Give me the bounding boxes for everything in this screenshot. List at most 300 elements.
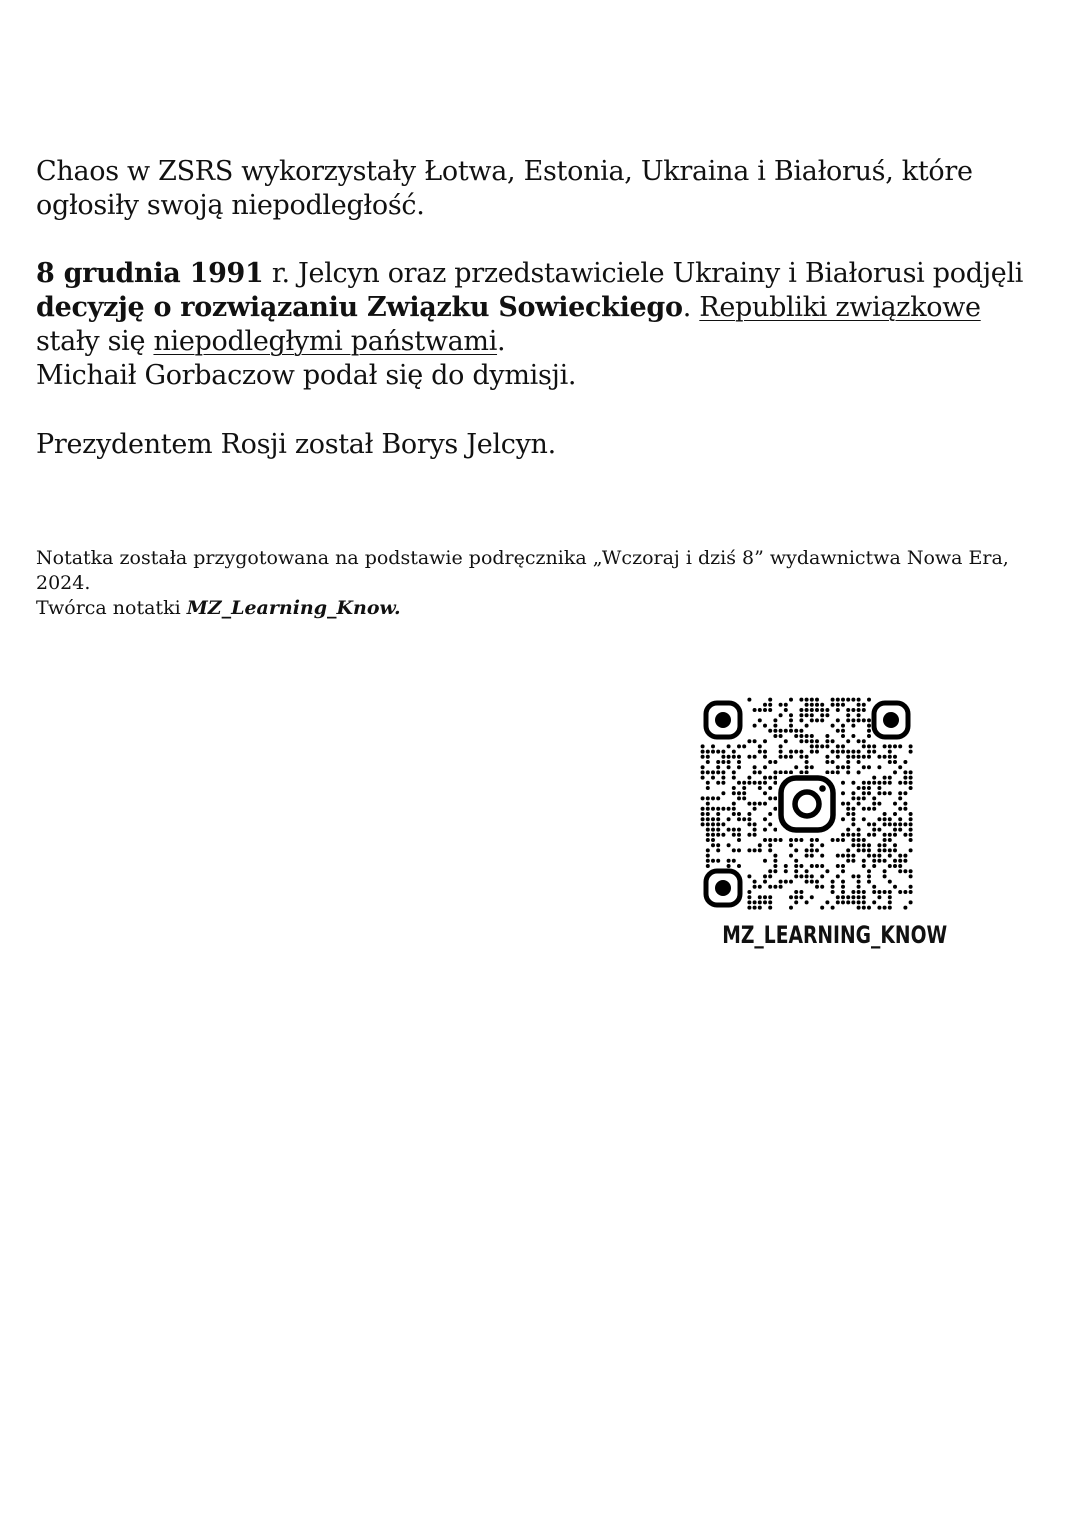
qr-dot: [732, 776, 736, 780]
qr-dot: [851, 807, 855, 811]
qr-dot: [909, 781, 913, 785]
qr-dot: [825, 760, 829, 764]
qr-dot: [872, 796, 876, 800]
qr-dot: [753, 724, 757, 728]
qr-dot: [716, 848, 720, 852]
qr-dot: [753, 885, 757, 889]
qr-dot: [909, 744, 913, 748]
qr-dot: [779, 729, 783, 733]
qr-dot: [836, 765, 840, 769]
qr-dot: [851, 755, 855, 759]
qr-dot: [893, 859, 897, 863]
qr-dot: [903, 890, 907, 894]
qr-dot: [732, 812, 736, 816]
qr-dot: [768, 812, 772, 816]
qr-dot: [810, 734, 814, 738]
qr-dot: [763, 781, 767, 785]
qr-dot: [815, 864, 819, 868]
qr-dot: [888, 854, 892, 858]
qr-dot: [883, 812, 887, 816]
qr-dot: [820, 703, 824, 707]
qr-dot: [747, 906, 751, 910]
states-underlined: niepodległymi państwami: [153, 326, 498, 357]
qr-dot: [753, 739, 757, 743]
qr-dot: [872, 750, 876, 754]
qr-dot: [825, 770, 829, 774]
text-segment: .: [497, 326, 506, 357]
qr-dot: [898, 744, 902, 748]
qr-dot: [711, 776, 715, 780]
qr-dot: [831, 703, 835, 707]
qr-dot: [742, 744, 746, 748]
qr-dot: [862, 859, 866, 863]
qr-dot: [841, 885, 845, 889]
qr-dot: [841, 864, 845, 868]
qr-dot: [799, 739, 803, 743]
qr-dot: [711, 796, 715, 800]
gorbachev-line: Michaił Gorbaczow podał się do dymisji.: [36, 360, 577, 391]
qr-dot: [836, 900, 840, 904]
qr-dot: [883, 833, 887, 837]
qr-dot: [701, 770, 705, 774]
qr-dot: [742, 817, 746, 821]
qr-dot: [805, 848, 809, 852]
qr-dot: [732, 802, 736, 806]
qr-dot: [867, 786, 871, 790]
text-segment: stały się: [36, 326, 154, 357]
qr-dot: [789, 895, 793, 899]
qr-dot: [768, 729, 772, 733]
qr-dot: [753, 770, 757, 774]
qr-dot: [773, 718, 777, 722]
qr-dot: [773, 859, 777, 863]
qr-dot: [898, 781, 902, 785]
qr-dot: [872, 828, 876, 832]
qr-dot: [768, 906, 772, 910]
qr-dot: [877, 828, 881, 832]
qr-dot: [851, 817, 855, 821]
qr-dot: [737, 791, 741, 795]
qr-dot: [857, 833, 861, 837]
qr-dot: [815, 703, 819, 707]
qr-dot: [841, 802, 845, 806]
qr-dot: [763, 880, 767, 884]
qr-dot: [909, 900, 913, 904]
qr-dot: [716, 760, 720, 764]
qr-dot: [779, 770, 783, 774]
qr-dot: [872, 885, 876, 889]
qr-dot: [888, 791, 892, 795]
qr-dot: [789, 724, 793, 728]
qr-dot: [805, 734, 809, 738]
qr-dot: [851, 781, 855, 785]
qr-dot: [867, 880, 871, 884]
qr-dot: [831, 838, 835, 842]
qr-dot: [753, 802, 757, 806]
qr-dot: [779, 750, 783, 754]
qr-dot: [773, 776, 777, 780]
qr-dot: [862, 739, 866, 743]
qr-dot: [758, 895, 762, 899]
qr-dot: [763, 828, 767, 832]
qr-dot: [893, 833, 897, 837]
qr-dot: [846, 739, 850, 743]
qr-dot: [789, 906, 793, 910]
qr-dot: [784, 770, 788, 774]
qr-dot: [810, 874, 814, 878]
qr-dot: [768, 698, 772, 702]
qr-dot: [836, 755, 840, 759]
qr-dot: [805, 698, 809, 702]
paragraph-chaos: Chaos w ZSRS wykorzystały Łotwa, Estonia, Ukraina i Białoruś, które ogłosiły swoją niepodległość.: [36, 156, 973, 221]
qr-dot: [763, 703, 767, 707]
qr-dot: [851, 708, 855, 712]
qr-dot: [909, 890, 913, 894]
qr-dot: [877, 890, 881, 894]
qr-dot: [747, 812, 751, 816]
qr-dot: [825, 900, 829, 904]
qr-dot: [909, 776, 913, 780]
qr-dot: [805, 739, 809, 743]
qr-dot: [867, 781, 871, 785]
qr-dot: [773, 828, 777, 832]
qr-dot: [872, 854, 876, 858]
qr-dot: [779, 838, 783, 842]
qr-dot: [773, 729, 777, 733]
republics-underlined: Republiki związkowe: [699, 292, 981, 323]
qr-dot: [810, 703, 814, 707]
qr-dot: [773, 885, 777, 889]
qr-dot: [768, 708, 772, 712]
qr-dot: [789, 698, 793, 702]
qr-dot: [763, 900, 767, 904]
qr-dot: [820, 874, 824, 878]
qr-dot: [810, 744, 814, 748]
qr-dot: [721, 791, 725, 795]
qr-dot: [815, 750, 819, 754]
qr-dot: [836, 718, 840, 722]
qr-dot: [898, 765, 902, 769]
qr-dot: [893, 760, 897, 764]
qr-dot: [727, 755, 731, 759]
qr-dot: [742, 791, 746, 795]
qr-dot: [883, 890, 887, 894]
qr-dot: [883, 869, 887, 873]
qr-dot: [732, 807, 736, 811]
qr-dot: [851, 859, 855, 863]
qr-dot: [763, 755, 767, 759]
source-text: Notatka została przygotowana na podstawie podręcznika „Wczoraj i dziś 8” wydawnictwa Nowa Era, 2024.: [36, 547, 1009, 594]
qr-dot: [846, 833, 850, 837]
qr-dot: [846, 812, 850, 816]
qr-dot: [841, 765, 845, 769]
qr-dot: [846, 828, 850, 832]
qr-dot: [727, 765, 731, 769]
qr-dot: [794, 848, 798, 852]
qr-dot: [742, 781, 746, 785]
qr-dot: [857, 828, 861, 832]
qr-dot: [747, 848, 751, 852]
qr-dot: [841, 833, 845, 837]
qr-dot: [789, 770, 793, 774]
qr-dot: [872, 776, 876, 780]
qr-dot: [862, 906, 866, 910]
qr-dot: [877, 843, 881, 847]
qr-dot: [727, 828, 731, 832]
qr-dot: [716, 807, 720, 811]
qr-dot: [753, 822, 757, 826]
qr-dot: [857, 708, 861, 712]
qr-dot: [857, 906, 861, 910]
qr-dot: [831, 724, 835, 728]
qr-dot: [831, 885, 835, 889]
qr-dot: [862, 718, 866, 722]
qr-dot: [836, 874, 840, 878]
qr-dot: [794, 869, 798, 873]
qr-dot: [794, 859, 798, 863]
qr-username-label: MZ_LEARNING_KNOW: [722, 921, 948, 949]
qr-dot: [846, 770, 850, 774]
qr-dot: [857, 786, 861, 790]
qr-dot: [711, 770, 715, 774]
qr-dot: [846, 750, 850, 754]
qr-dot: [825, 713, 829, 717]
qr-dot: [706, 812, 710, 816]
qr-dot: [773, 724, 777, 728]
qr-dot: [706, 838, 710, 842]
qr-dot: [784, 755, 788, 759]
qr-dot: [737, 760, 741, 764]
qr-dot: [732, 770, 736, 774]
qr-dot: [799, 864, 803, 868]
qr-dot: [815, 718, 819, 722]
qr-dot: [820, 854, 824, 858]
qr-dot: [779, 713, 783, 717]
qr-dot: [883, 755, 887, 759]
qr-dot: [820, 708, 824, 712]
qr-dot: [888, 864, 892, 868]
decision-bold: decyzję o rozwiązaniu Związku Sowieckiego: [36, 292, 683, 323]
qr-dot: [737, 765, 741, 769]
qr-dot: [867, 822, 871, 826]
qr-dot: [810, 854, 814, 858]
qr-dot: [747, 833, 751, 837]
qr-dot: [815, 885, 819, 889]
qr-dot: [758, 900, 762, 904]
qr-dot: [841, 817, 845, 821]
qr-dot: [716, 828, 720, 832]
qr-dot: [857, 880, 861, 884]
qr-dot: [799, 874, 803, 878]
qr-dot: [872, 864, 876, 868]
qr-dot: [706, 807, 710, 811]
qr-dot: [768, 776, 772, 780]
qr-dot: [716, 833, 720, 837]
qr-dot: [888, 781, 892, 785]
qr-dot: [768, 843, 772, 847]
qr-dot: [851, 750, 855, 754]
qr-dot: [784, 864, 788, 868]
qr-dot: [799, 750, 803, 754]
qr-dot: [805, 703, 809, 707]
qr-dot: [753, 828, 757, 832]
qr-dot: [810, 864, 814, 868]
qr-dot: [773, 770, 777, 774]
qr-dot: [701, 807, 705, 811]
qr-dot: [747, 890, 751, 894]
qr-dot: [825, 744, 829, 748]
qr-dot: [903, 807, 907, 811]
qr-dot: [903, 859, 907, 863]
qr-dot: [701, 812, 705, 816]
qr-dot: [851, 796, 855, 800]
qr-dot: [836, 838, 840, 842]
qr-dot: [909, 869, 913, 873]
qr-code: [700, 697, 914, 911]
qr-dot: [820, 843, 824, 847]
qr-dot: [898, 869, 902, 873]
qr-dot: [851, 900, 855, 904]
qr-dot: [810, 739, 814, 743]
qr-dot: [883, 791, 887, 795]
qr-dot: [831, 770, 835, 774]
qr-dot: [872, 833, 876, 837]
qr-dot: [867, 791, 871, 795]
qr-dot: [903, 781, 907, 785]
qr-dot: [867, 750, 871, 754]
qr-dot: [779, 880, 783, 884]
qr-dot: [789, 843, 793, 847]
instagram-icon: [777, 774, 837, 834]
qr-dot: [758, 906, 762, 910]
qr-dot: [706, 822, 710, 826]
qr-dot: [851, 890, 855, 894]
qr-dot: [877, 781, 881, 785]
qr-dot: [701, 750, 705, 754]
qr-dot: [758, 770, 762, 774]
qr-dot: [820, 864, 824, 868]
qr-dot: [711, 838, 715, 842]
qr-dot: [711, 817, 715, 821]
qr-dot: [810, 708, 814, 712]
qr-dot: [794, 750, 798, 754]
qr-dot: [716, 817, 720, 821]
qr-dot: [888, 744, 892, 748]
qr-dot: [773, 869, 777, 873]
qr-dot: [898, 859, 902, 863]
qr-dot: [831, 906, 835, 910]
qr-dot: [877, 848, 881, 852]
qr-dot: [888, 900, 892, 904]
qr-dot: [857, 848, 861, 852]
qr-dot: [867, 755, 871, 759]
qr-dot: [701, 744, 705, 748]
qr-dot: [758, 708, 762, 712]
qr-dot: [805, 708, 809, 712]
qr-dot: [701, 822, 705, 826]
text-segment: r. Jelcyn oraz przedstawiciele Ukrainy i Białorusi podjęli: [263, 258, 1024, 289]
qr-dot: [721, 776, 725, 780]
qr-dot: [857, 703, 861, 707]
qr-dot: [851, 874, 855, 878]
qr-dot: [805, 854, 809, 858]
qr-dot: [716, 781, 720, 785]
qr-dot: [903, 906, 907, 910]
qr-dot: [898, 807, 902, 811]
qr-dot: [888, 838, 892, 842]
qr-dot: [857, 895, 861, 899]
qr-dot: [836, 750, 840, 754]
qr-dot: [862, 781, 866, 785]
qr-dot: [737, 848, 741, 852]
qr-dot: [706, 859, 710, 863]
qr-dot: [883, 848, 887, 852]
qr-dot: [888, 750, 892, 754]
qr-dot: [831, 890, 835, 894]
qr-dot: [862, 864, 866, 868]
qr-dot: [763, 791, 767, 795]
qr-dot: [862, 890, 866, 894]
qr-dot: [893, 828, 897, 832]
qr-dot: [810, 838, 814, 842]
qr-dot: [872, 822, 876, 826]
qr-dot: [815, 838, 819, 842]
qr-dot: [768, 822, 772, 826]
qr-dot: [779, 734, 783, 738]
qr-dot: [857, 760, 861, 764]
qr-dot: [883, 776, 887, 780]
qr-dot: [815, 880, 819, 884]
qr-dot: [753, 880, 757, 884]
qr-dot: [872, 890, 876, 894]
qr-dot: [763, 838, 767, 842]
qr-dot: [768, 760, 772, 764]
qr-dot: [857, 718, 861, 722]
qr-dot: [862, 807, 866, 811]
qr-dot: [768, 703, 772, 707]
qr-dot: [747, 817, 751, 821]
qr-dot: [747, 874, 751, 878]
qr-dot: [716, 770, 720, 774]
qr-dot: [711, 822, 715, 826]
qr-dot: [893, 802, 897, 806]
qr-dot: [909, 786, 913, 790]
qr-dot: [846, 708, 850, 712]
qr-dot: [820, 713, 824, 717]
qr-dot: [805, 724, 809, 728]
qr-dot: [732, 786, 736, 790]
qr-dot: [820, 718, 824, 722]
qr-dot: [867, 848, 871, 852]
qr-dot: [805, 869, 809, 873]
qr-dot: [706, 760, 710, 764]
qr-dot: [857, 802, 861, 806]
qr-dot: [789, 880, 793, 884]
qr-dot: [737, 817, 741, 821]
qr-dot: [768, 869, 772, 873]
qr-dot: [701, 755, 705, 759]
qr-dot: [862, 791, 866, 795]
qr-dot: [721, 822, 725, 826]
paragraph-dissolution: [36, 257, 1046, 393]
qr-dot: [794, 864, 798, 868]
qr-dot: [909, 838, 913, 842]
qr-dot: [867, 906, 871, 910]
qr-dot: [706, 864, 710, 868]
qr-dot: [779, 703, 783, 707]
qr-dot: [903, 869, 907, 873]
qr-dot: [799, 729, 803, 733]
